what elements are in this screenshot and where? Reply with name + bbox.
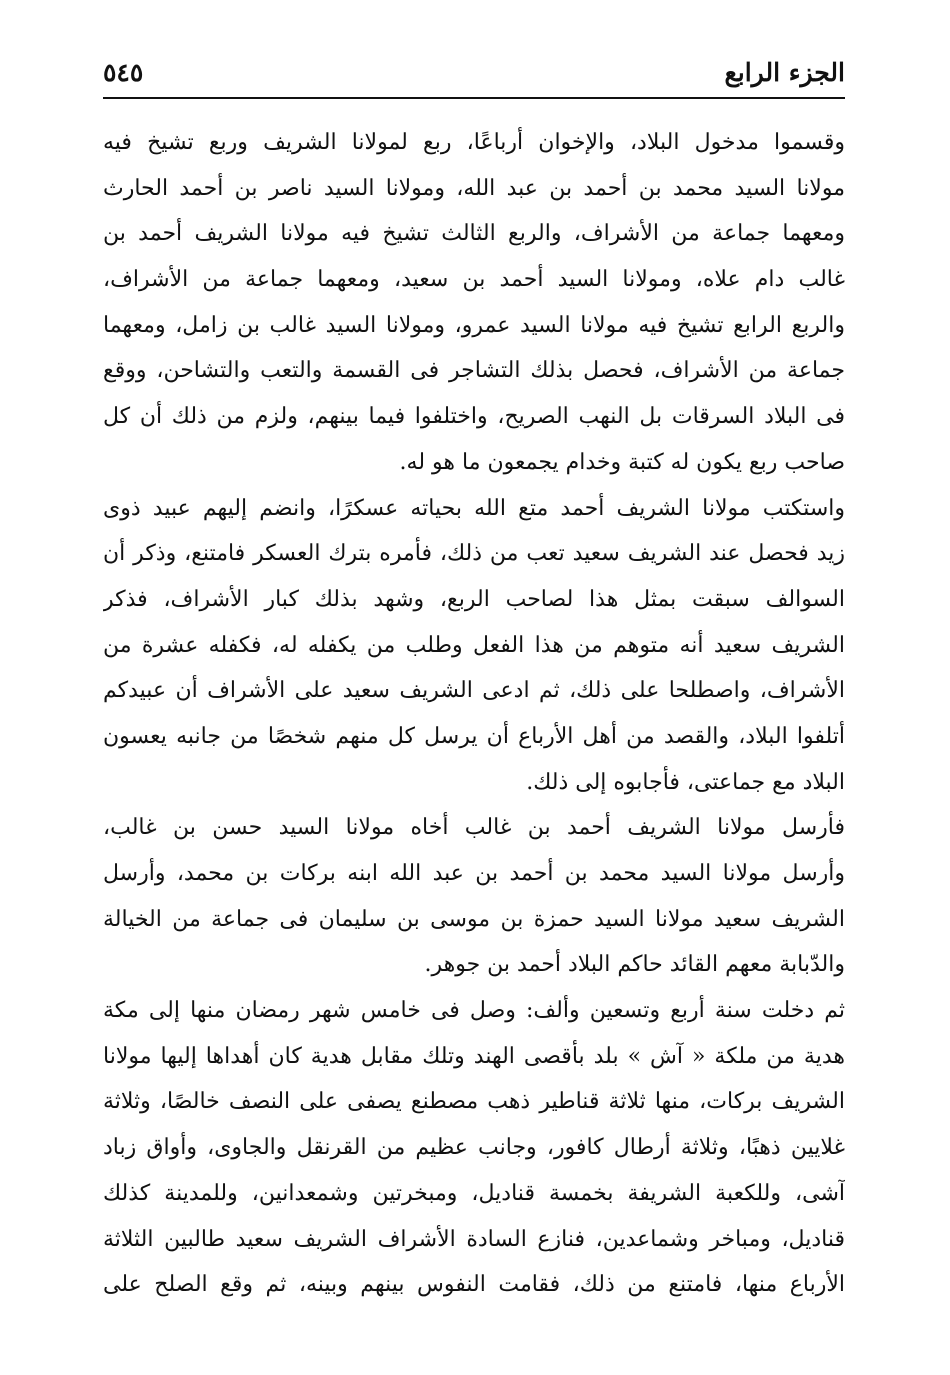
text-line: ومعهما جماعة من الأشراف، والربع الثالث تشيخ فيه مولانا الشريف أحمد بن [103,221,845,247]
text-line: هدية من ملكة « آش » بلد بأقصى الهند وتلك مقابل هدية كان أهداها إليها مولانا [103,1043,845,1069]
text-line: الشريف سعيد مولانا السيد حمزة بن موسى بن سليمان فى جماعة من الخيالة [103,906,845,932]
text-line: البلاد مع جماعتى، فأجابوه إلى ذلك. [526,769,845,795]
text-line: فى البلاد السرقات بل النهب الصريح، واختلفوا فيما بينهم، ولزم من ذلك أن كل [103,404,845,430]
text-line: وأرسل مولانا السيد محمد بن أحمد بن عبد الله ابنه بركات بن محمد، وأرسل [103,861,845,886]
page-header [103,52,845,92]
text-line: فأرسل مولانا الشريف أحمد بن غالب أخاه مولانا السيد حسن بن غالب، [103,815,845,841]
text-line: ثم دخلت سنة أربع وتسعين وألف: وصل فى خامس شهر رمضان منها إلى مكة [103,998,845,1024]
text-line: غلايين ذهبًا، وثلاثة أرطال كافور، وجانب عظيم من القرنقل والجاوى، وأواق زباد [103,1135,845,1161]
text-line: غالب دام علاه، ومولانا السيد أحمد بن سعيد، ومعهما جماعة من الأشراف، [103,267,845,293]
text-line: والدّبابة معهم القائد حاكم البلاد أحمد بن جوهر. [424,952,845,978]
text-line: السوالف سبقت بمثل هذا لصاحب الربع، وشهد بذلك كبار الأشراف، فذكر [103,586,845,612]
text-line: وقسموا مدخول البلاد، والإخوان أرباعًا، ربع لمولانا الشريف وربع تشيخ فيه [103,130,845,155]
paragraph-3 [103,805,845,988]
text-line: واستكتب مولانا الشريف أحمد متع الله بحياته عسكرًا، وانضم إليهم عبيد ذوى [103,495,845,521]
text-line: زيد فحصل عند الشريف سعيد تعب من ذلك، فأمره بترك العسكر فامتنع، وذكر أن [103,541,845,567]
body-text [103,120,845,1308]
text-line: والربع الرابع تشيخ فيه مولانا السيد عمرو، ومولانا السيد غالب بن زامل، ومعهما [103,312,845,338]
text-line: جماعة من الأشراف، فحصل بذلك التشاجر فى القسمة والتعب والتشاحن، ووقع [103,358,845,384]
text-line: الشريف بركات، منها ثلاثة قناطير ذهب مصطنع يصفى على النصف خالصًا، وثلاثة [103,1089,845,1115]
running-title: الجزء الرابع [724,58,845,87]
text-line: مولانا السيد محمد بن أحمد بن عبد الله، ومولانا السيد ناصر بن أحمد الحارث [103,175,845,201]
text-line: أتلفوا البلاد، والقصد من أهل الأرباع أن يرسل كل منهم شخصًا من جانبه يعسون [103,723,845,749]
paragraph-2 [103,486,845,806]
paragraph-1 [103,120,845,486]
text-line: الأشراف، واصطلحا على ذلك، ثم ادعى الشريف سعيد على الأشراف أن عبيدكم [103,678,845,704]
text-line: آشى، وللكعبة الشريفة بخمسة قناديل، ومبخرتين وشمعدانين، وللمدينة كذلك [103,1180,845,1206]
text-line: صاحب ربع يكون له كتبة وخدام يجمعون ما هو له. [399,449,845,475]
text-line: قناديل، ومباخر وشماعدين، فنازع السادة الأشراف الشريف سعيد طالبين الثلاثة [103,1226,845,1252]
page-number: ٥٤٥ [103,58,144,87]
text-line: الأرباع منها، فامتنع من ذلك، فقامت النفوس بينهم وبينه، ثم وقع الصلح على [103,1272,845,1298]
paragraph-4 [103,988,845,1308]
text-line: الشريف سعيد أنه متوهم من هذا الفعل وطلب من يكفله له، فكفله عشرة من [103,632,845,658]
header-rule [103,97,845,99]
